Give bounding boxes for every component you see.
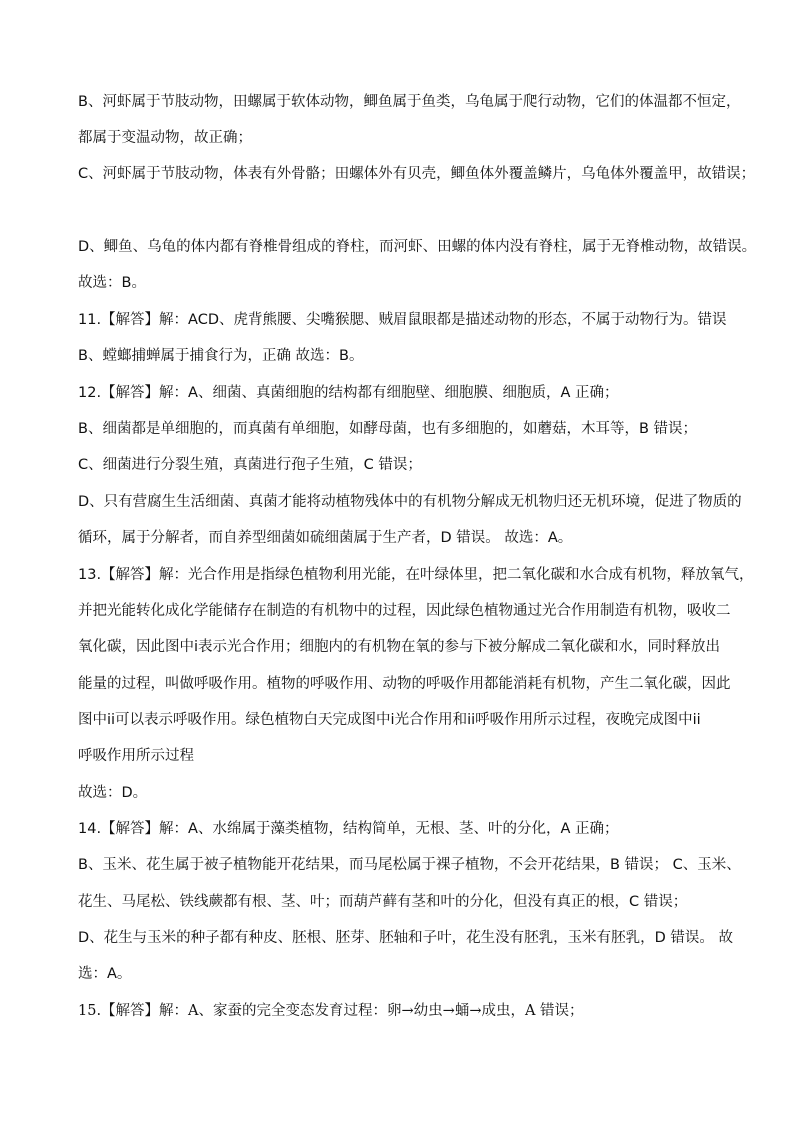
text-line: C、细菌进行分裂生殖，真菌进行孢子生殖，C 错误； bbox=[78, 457, 422, 473]
text-line: D、只有营腐生生活细菌、真菌才能将动植物残体中的有机物分解成无机物归还无机环境，促进了物质的 bbox=[78, 494, 742, 510]
text-line: 故选：B。 bbox=[78, 275, 146, 291]
text-line: D、花生与玉米的种子都有种皮、胚根、胚芽、胚轴和子叶，花生没有胚乳，玉米有胚乳，D 错误。 故 bbox=[78, 930, 734, 946]
text-line: B、螳螂捕蝉属于捕食行为，正确 故选：B。 bbox=[78, 348, 364, 364]
text-line: 11.【解答】解：ACD、虎背熊腰、尖嘴猴腮、贼眉鼠眼都是描述动物的形态，不属于动物行为。错误 bbox=[78, 312, 727, 328]
text-line: 并把光能转化成化学能储存在制造的有机物中的过程，因此绿色植物通过光合作用制造有机物，吸收二 bbox=[78, 603, 731, 619]
text-line: 呼吸作用所示过程 bbox=[78, 748, 194, 764]
text-line: 循环，属于分解者，而自养型细菌如硫细菌属于生产者，D 错误。 故选：A。 bbox=[78, 530, 573, 546]
text-line: 图中ⅰⅰ可以表示呼吸作用。绿色植物白天完成图中ⅰ光合作用和ⅰⅰ呼吸作用所示过程，夜晚完成图中ⅰⅰ bbox=[78, 712, 701, 728]
text-line: 12.【解答】解：A、细菌、真菌细胞的结构都有细胞壁、细胞膜、细胞质，A 正确； bbox=[78, 385, 619, 401]
text-line: 13.【解答】解：光合作用是指绿色植物利用光能，在叶绿体里，把二氧化碳和水合成有机物，释放氧气， bbox=[78, 567, 754, 583]
text-line: B、玉米、花生属于被子植物能开花结果，而马尾松属于裸子植物，不会开花结果，B 错误； C、玉米、 bbox=[78, 857, 741, 873]
text-line: 故选：D。 bbox=[78, 785, 148, 801]
text-line: 14.【解答】解：A、水绵属于藻类植物，结构简单，无根、茎、叶的分化，A 正确； bbox=[78, 821, 619, 837]
text-line: B、细菌都是单细胞的，而真菌有单细胞，如酵母菌，也有多细胞的，如蘑菇，木耳等，B 错误； bbox=[78, 421, 698, 437]
text-line: 花生、马尾松、铁线蕨都有根、茎、叶；而葫芦藓有茎和叶的分化，但没有真正的根，C 错误； bbox=[78, 894, 688, 910]
text-line: 都属于变温动物，故正确； bbox=[78, 130, 252, 146]
text-line: 15.【解答】解：A、家蚕的完全变态发育过程：卵→幼虫→蛹→成虫，A 错误； bbox=[78, 1003, 584, 1019]
text-line: C、河虾属于节肢动物，体表有外骨骼；田螺体外有贝壳，鲫鱼体外覆盖鳞片，乌龟体外覆盖甲，故错误； bbox=[78, 166, 756, 182]
text-line: B、河虾属于节肢动物，田螺属于软体动物，鲫鱼属于鱼类，乌龟属于爬行动物，它们的体温都不恒定， bbox=[78, 94, 741, 110]
text-line: 选：A。 bbox=[78, 966, 132, 982]
text-line: 能量的过程，叫做呼吸作用。植物的呼吸作用、动物的呼吸作用都能消耗有机物，产生二氧化碳，因此 bbox=[78, 676, 731, 692]
text-line: 氧化碳，因此图中ⅰ表示光合作用；细胞内的有机物在氧的参与下被分解成二氧化碳和水，同时释放出 bbox=[78, 639, 721, 655]
text-line: D、鲫鱼、乌龟的体内都有脊椎骨组成的脊柱，而河虾、田螺的体内没有脊柱，属于无脊椎动物，故错误。 bbox=[78, 239, 757, 255]
